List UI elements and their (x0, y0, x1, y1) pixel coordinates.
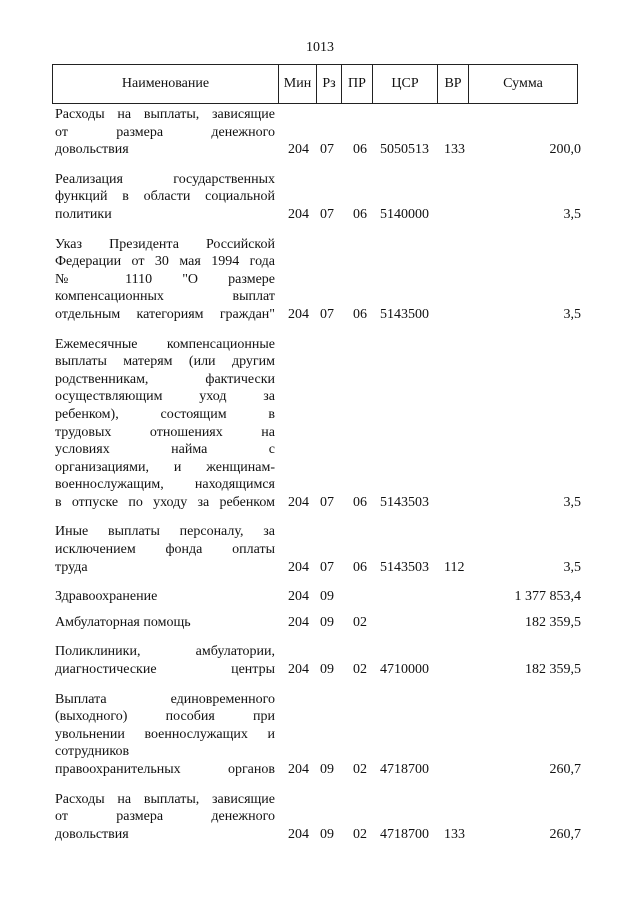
header-pr: ПР (342, 65, 373, 104)
row-sum: 3,5 (563, 494, 581, 510)
row-rz: 07 (320, 142, 334, 158)
table-row (55, 691, 595, 779)
row-sum: 260,7 (549, 762, 581, 777)
row-sum: 182 359,5 (525, 614, 581, 630)
row-rz: 09 (320, 589, 334, 605)
row-min: 204 (288, 762, 309, 777)
row-pr: 06 (353, 142, 367, 158)
row-min: 204 (288, 142, 309, 158)
table-row (55, 614, 595, 632)
table-header (52, 64, 578, 104)
row-rz: 07 (320, 559, 334, 575)
row-pr: 06 (353, 206, 367, 222)
row-min: 204 (288, 494, 309, 510)
table-row (55, 336, 595, 512)
row-min: 204 (288, 614, 309, 630)
table-row (55, 523, 595, 576)
row-rz: 09 (320, 826, 334, 842)
row-csr: 4718700 (380, 826, 429, 842)
row-pr: 06 (353, 494, 367, 510)
row-name: Поликлиники, амбулатории, диагностические центры (55, 644, 275, 678)
row-name: Ежемесячные компенсационные выплаты матерям (или другим родственникам, фактически осуществляющим уход за ребенком), состоящим в трудовых отношениях на условиях найма с организациями, и женщинам- военнослужащим, находящимся в отпуске по уходу за ребенком (55, 336, 275, 510)
row-name: Выплата единовременного (выходного) пособия при увольнении военнослужащих и сотрудников правоохранительных органов (55, 691, 275, 777)
row-pr: 02 (353, 614, 367, 630)
table-row (55, 791, 595, 844)
row-sum: 3,5 (563, 559, 581, 575)
table-row (55, 106, 595, 159)
row-name: Амбулаторная помощь (55, 614, 191, 630)
row-rz: 07 (320, 306, 334, 322)
header-sum: Сумма (469, 65, 578, 104)
row-name: Расходы на выплаты, зависящие от размера денежного довольствия (55, 791, 275, 842)
header-csr: ЦСР (373, 65, 438, 104)
row-sum: 260,7 (549, 826, 581, 842)
row-name: Расходы на выплаты, зависящие от размера денежного довольствия (55, 107, 275, 158)
row-csr: 4710000 (380, 662, 429, 678)
header-rz: Рз (317, 65, 342, 104)
budget-rows (55, 106, 595, 855)
row-min: 204 (288, 206, 309, 222)
row-min: 204 (288, 662, 309, 678)
row-csr: 5050513 (380, 142, 429, 158)
row-pr: 06 (353, 559, 367, 575)
row-sum: 3,5 (563, 206, 581, 222)
row-rz: 07 (320, 494, 334, 510)
header-vr: ВР (438, 65, 469, 104)
row-name: Иные выплаты персоналу, за исключением фонда оплаты труда (55, 524, 275, 575)
page-number: 1013 (306, 40, 334, 55)
row-vr: 133 (444, 826, 465, 842)
row-csr: 5140000 (380, 206, 429, 222)
row-csr: 4718700 (380, 762, 429, 777)
row-min: 204 (288, 306, 309, 322)
row-pr: 02 (353, 826, 367, 842)
row-name: Реализация государственных функций в области социальной политики (55, 171, 275, 222)
row-pr: 02 (353, 762, 367, 777)
row-pr: 06 (353, 306, 367, 322)
table-row (55, 236, 595, 324)
row-sum: 1 377 853,4 (514, 589, 581, 605)
row-rz: 09 (320, 762, 334, 777)
row-name: Здравоохранение (55, 589, 158, 605)
table-row (55, 588, 595, 606)
row-csr: 5143503 (380, 559, 429, 575)
table-row (55, 643, 595, 678)
row-sum: 182 359,5 (525, 662, 581, 678)
row-csr: 5143503 (380, 494, 429, 510)
row-vr: 112 (444, 559, 465, 575)
header-min: Мин (279, 65, 317, 104)
row-rz: 07 (320, 206, 334, 222)
row-min: 204 (288, 826, 309, 842)
header-name: Наименование (53, 65, 279, 104)
row-rz: 09 (320, 614, 334, 630)
table-row (55, 171, 595, 224)
row-sum: 200,0 (549, 142, 581, 158)
row-csr: 5143500 (380, 306, 429, 322)
row-sum: 3,5 (563, 306, 581, 322)
row-min: 204 (288, 559, 309, 575)
row-min: 204 (288, 589, 309, 605)
row-vr: 133 (444, 142, 465, 158)
row-pr: 02 (353, 662, 367, 678)
row-name: Указ Президента Российской Федерации от 30 мая 1994 года № 1110 "О размере компенсационных выплат отдельным категориям граждан" (55, 236, 275, 322)
row-rz: 09 (320, 662, 334, 678)
